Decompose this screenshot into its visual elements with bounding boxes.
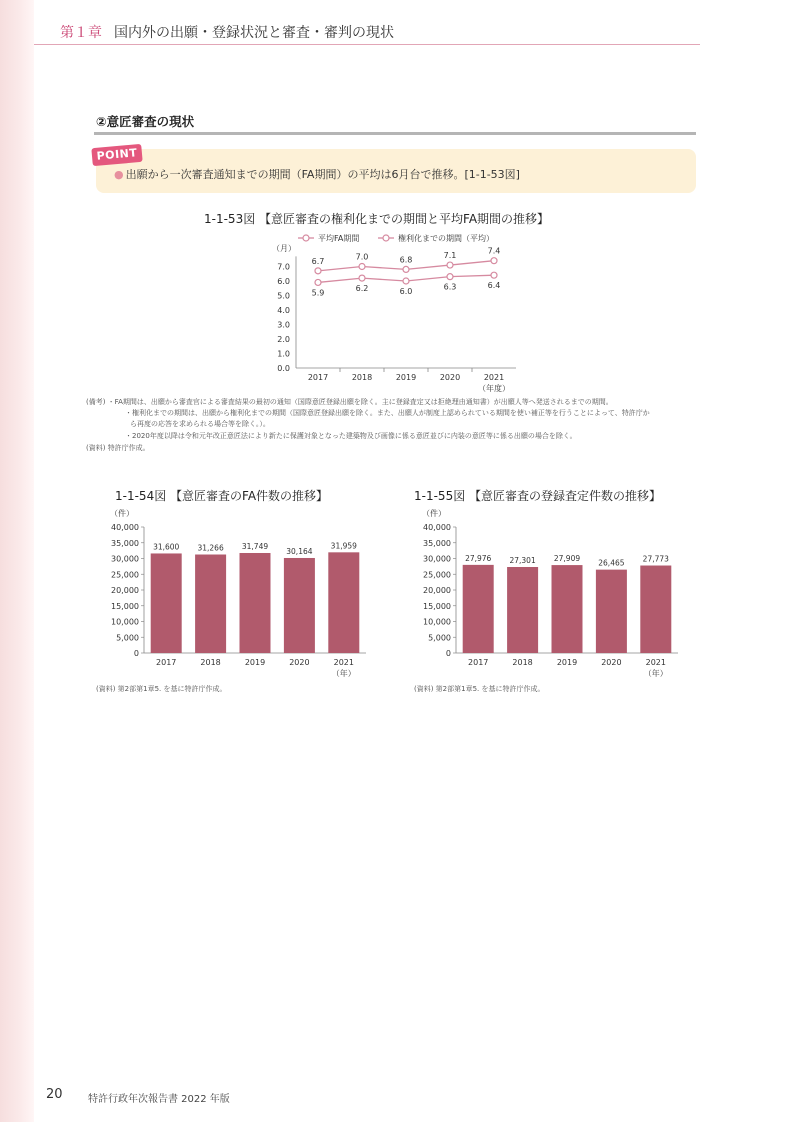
chart-55-ytick: 5,000 (428, 633, 451, 643)
chart-53-legend-marker (303, 235, 309, 241)
chart-55-ytick: 0 (445, 649, 451, 658)
chart-55-ytick: 10,000 (423, 617, 451, 627)
chart-53-point (359, 264, 365, 270)
chart-53-xtick: 2021 (483, 373, 505, 382)
point-bullet: ● (114, 168, 124, 181)
chart-53-data-label: 6.4 (487, 281, 501, 291)
chart-53-ytick: 4.0 (277, 306, 290, 315)
chart-54-ytick: 20,000 (111, 586, 139, 595)
chart-53-point (491, 258, 497, 264)
chart-54-ytick: 35,000 (111, 538, 139, 548)
chart-53-point (403, 278, 409, 284)
chart-53-point (403, 266, 409, 272)
chart-55-data-label: 27,301 (509, 556, 536, 566)
chart-54-ytick: 30,000 (111, 554, 139, 564)
chart-54-title: 1-1-54図 【意匠審査のFA件数の推移】 (115, 489, 329, 503)
page-number: 20 (46, 1087, 63, 1102)
chart-53-data-label: 7.0 (355, 252, 369, 262)
note-line-1: (備考) ・FA期間は、出願から審査官による審査結果の最初の通知（国際意匠登録出願を除く。主に登録査定又は拒絶理由通知書）が出願人等へ発送されるまでの期間。 (86, 398, 613, 406)
chart-53-ylabel: （月） (272, 244, 296, 253)
chart-53-xtick: 2019 (395, 373, 417, 382)
chart-55-xtick: 2017 (468, 658, 489, 667)
chart-54-ytick: 10,000 (111, 617, 139, 627)
chart-53-title: 1-1-53図 【意匠審査の権利化までの期間と平均FA期間の推移】 (204, 212, 550, 226)
chart-54-data-label: 31,600 (153, 542, 180, 552)
chart-54-ytick: 15,000 (111, 601, 139, 611)
chart-53-legend-label: 平均FA期間 (318, 234, 360, 243)
chart-54-bar (195, 555, 226, 653)
chart-53-xtick: 2020 (439, 373, 461, 382)
chapter-title: 国内外の出願・登録状況と審査・審判の現状 (114, 25, 394, 41)
chart-53-data-label: 6.0 (399, 287, 413, 296)
chart-53-point (315, 279, 321, 285)
chart-54-ylabel: （件） (110, 509, 134, 518)
chart-53-point (315, 268, 321, 274)
chart-53-point (447, 274, 453, 280)
chart-53-legend-marker (383, 235, 389, 241)
chart-53-ytick: 1.0 (277, 349, 290, 359)
chart-54-bar (151, 553, 182, 653)
chart-53-ytick: 3.0 (277, 320, 290, 330)
note-line-4: ・2020年度以降は令和元年改正意匠法により新たに保護対象となった建築物及び画像に係る意匠並びに内装の意匠等に係る出願の場合を除く。 (125, 432, 577, 440)
chart-54-data-label: 31,266 (197, 543, 224, 553)
chart-54-data-label: 31,959 (330, 541, 357, 551)
chart-53-xlabel: （年度） (478, 384, 510, 393)
chart-54-xtick: 2021 (333, 658, 354, 667)
chart-55-ytick: 25,000 (423, 570, 451, 580)
chart-54-data-label: 30,164 (286, 546, 313, 556)
chart-55-ytick: 20,000 (423, 586, 451, 595)
source-line-54: (資料) 第2部第1章5. を基に特許庁作成。 (96, 685, 227, 693)
chart-55-bar (507, 567, 538, 653)
section-title: ②意匠審査の現状 (96, 114, 195, 129)
chart-55-title: 1-1-55図 【意匠審査の登録査定件数の推移】 (414, 489, 662, 503)
chart-53-data-label: 7.1 (443, 251, 457, 261)
chart-53-data-label: 6.3 (443, 282, 457, 292)
chart-55-data-label: 26,465 (598, 558, 625, 568)
source-line-55: (資料) 第2部第1章5. を基に特許庁作成。 (414, 685, 545, 693)
chart-53-data-label: 6.2 (355, 284, 369, 294)
note-line-3: ら再度の応答を求められる場合等を除く。）。 (130, 420, 270, 428)
chart-54-xtick: 2018 (200, 658, 221, 667)
chart-53-xtick: 2017 (307, 373, 329, 382)
chart-55-bar (552, 565, 583, 653)
chart-53-data-label: 5.9 (311, 288, 325, 298)
source-line-53: (資料) 特許庁作成。 (86, 444, 150, 452)
chart-53-ytick: 7.0 (277, 262, 290, 272)
chart-55-ytick: 15,000 (423, 601, 451, 611)
chart-55-ytick: 35,000 (423, 538, 451, 548)
chart-55-ytick: 30,000 (423, 554, 451, 564)
chart-55-xtick: 2019 (556, 658, 578, 667)
chart-54-bar (284, 558, 315, 653)
chart-55-bar (596, 570, 627, 653)
chart-54-ytick: 25,000 (111, 570, 139, 580)
chart-53-point (491, 272, 497, 278)
note-line-2: ・権利化までの期間は、出願から権利化までの期間（国際意匠登録出願を除く。また、出願人が制度上認められている期間を使い補正等を行うことによって、特許庁か (125, 409, 650, 417)
chart-53-ytick: 5.0 (277, 291, 290, 301)
footer-title: 特許行政年次報告書 2022 年版 (88, 1094, 230, 1105)
chart-53-ytick: 6.0 (277, 277, 290, 286)
chart-54-xlabel: （年） (331, 669, 356, 678)
point-text-body: 出願から一次審査通知までの期間（FA期間）の平均は6月台で推移。[1-1-53図] (125, 168, 520, 181)
chart-55-data-label: 27,976 (465, 553, 492, 563)
chart-55-xtick: 2020 (601, 658, 622, 667)
point-tag: POINT (91, 144, 142, 166)
chart-54-bar (240, 553, 271, 653)
chapter-label: 第１章 (60, 25, 102, 41)
chart-54-data-label: 31,749 (241, 541, 269, 551)
chart-54-ytick: 5,000 (116, 633, 139, 643)
chart-53-point (447, 262, 453, 268)
chart-55-xtick: 2021 (645, 658, 666, 667)
chart-55-data-label: 27,773 (642, 554, 669, 564)
chart-54-ytick: 0 (133, 649, 139, 658)
chart-55-ytick: 40,000 (423, 523, 451, 532)
chart-54-bar (328, 552, 359, 653)
chart-54-xtick: 2019 (244, 658, 266, 667)
chart-55-xtick: 2018 (512, 658, 533, 667)
chart-54-ytick: 40,000 (111, 523, 139, 532)
chart-55-ylabel: （件） (422, 509, 446, 518)
chart-53-point (359, 275, 365, 281)
chart-53-data-label: 6.8 (399, 255, 413, 265)
chart-54-xtick: 2017 (156, 658, 177, 667)
chart-53-legend-label: 権利化までの期間（平均） (398, 234, 494, 243)
chart-53-ytick: 0.0 (277, 364, 290, 373)
chart-55-data-label: 27,909 (553, 554, 581, 564)
chart-53-data-label: 6.7 (311, 256, 325, 266)
chart-55-bar (640, 566, 671, 653)
chart-54-xtick: 2020 (289, 658, 310, 667)
chart-53-data-label: 7.4 (487, 246, 501, 256)
chart-53-xtick: 2018 (351, 373, 373, 382)
chart-53-ytick: 2.0 (277, 335, 290, 344)
chart-55-bar (463, 565, 494, 653)
chart-55-xlabel: （年） (643, 669, 668, 678)
